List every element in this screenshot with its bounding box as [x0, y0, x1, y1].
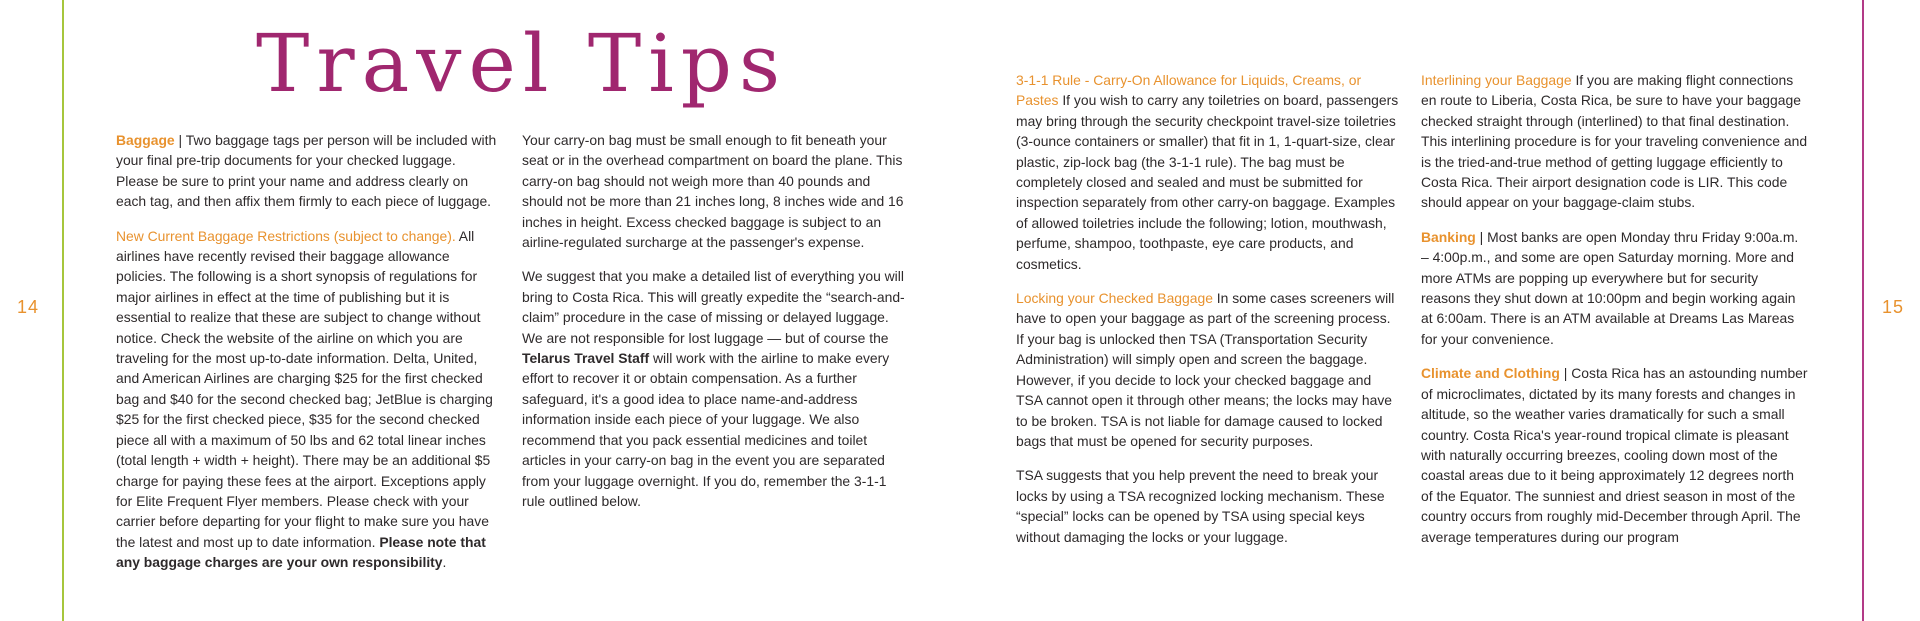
baggage-paragraph: [116, 130, 501, 212]
tsa-text: TSA suggests that you help prevent the need to break your locks by using a TSA recognized locking mechanism. These “special” locks can be opened by TSA using special keys without damaging the locks or your luggage.: [1016, 467, 1385, 545]
list-paragraph: [522, 266, 907, 511]
carryon-text: Your carry-on bag must be small enough to fit beneath your seat or in the overhead compartment on board the plane. This carry-on bag should not weigh more than 40 pounds and should not be more than 21 inches long, 8 inches wide and 16 inches in height. Excess checked baggage is subject to an airline-regulated surcharge at the passenger's expense.: [522, 132, 904, 251]
climate-heading: Climate and Clothing: [1421, 365, 1560, 382]
column-4: [1421, 70, 1809, 561]
tsa-paragraph: [1016, 465, 1401, 547]
restrictions-end: .: [442, 554, 447, 571]
interlining-paragraph: [1421, 70, 1809, 213]
carryon-paragraph: [522, 130, 907, 252]
page-title: Travel Tips: [256, 17, 788, 110]
restrictions-bold-note: Please note that any baggage charges are your own responsibility: [116, 533, 486, 571]
baggage-text: | Two baggage tags per person will be included with your final pre-trip documents for your checked luggage. Please be sure to print your name and address clearly on each tag, and then affix them firmly to each piece of luggage.: [116, 132, 497, 210]
interlining-heading: Interlining your Baggage: [1421, 72, 1572, 88]
rule-311-text: If you wish to carry any toiletries on board, passengers may bring through the security checkpoint travel-size toiletries (3-ounce containers or smaller) that fit in 1, 1-quart-size, clear plastic, zip-lock bag (the 3-1-1 rule). The bag must be completely closed and sealed and must be submitted for inspection separately from other carry-on baggage. Examples of allowed toiletries include the following; lotion, mouthwash, perfume, shampoo, toothpaste, eye care products, and cosmetics.: [1016, 92, 1399, 272]
list-text-2: will work with the airline to make every effort to recover it or obtain compensation. As a further safeguard, it's a good idea to place name-and-address information inside each piece of your luggage. We also recommend that you pack essential medicines and toilet articles in your carry-on bag in the event you are separated from your luggage overnight. If you do, remember the 3-1-1 rule outlined below.: [522, 350, 890, 509]
climate-paragraph: [1421, 363, 1809, 547]
restrictions-paragraph: [116, 226, 501, 573]
column-2: [522, 130, 907, 525]
left-margin-rule: [62, 0, 64, 621]
locking-paragraph: [1016, 288, 1401, 451]
restrictions-heading: New Current Baggage Restrictions (subject to change).: [116, 227, 456, 244]
banking-text: | Most banks are open Monday thru Friday 9:00a.m. – 4:00p.m., and some are open Saturday morning. More and more ATMs are popping up everywhere but for security reasons they shut down at 10:00pm and begin working again at 6:00am. There is an ATM available at Dreams Las Mareas for your convenience.: [1421, 228, 1799, 347]
climate-text: | Costa Rica has an astounding number of microclimates, dictated by its many forests and changes in altitude, so the weather varies dramatically for such a small country. Costa Rica's year-round tropical climate is pleasant with naturally occurring breezes, cooling down most of the coastal areas due to it being approximately 12 degrees north of the Equator. The sunniest and driest season in most of the country occurs from roughly mid-December through April. The average temperatures during our program: [1421, 365, 1808, 545]
rule-311-paragraph: [1016, 70, 1401, 274]
column-3: [1016, 70, 1401, 561]
rule-311-heading: 3-1-1 Rule - Carry-On Allowance for Liquids, Creams, or Pastes: [1016, 72, 1362, 109]
locking-text: In some cases screeners will have to open your baggage as part of the screening process. If your bag is unlocked then TSA (Transportation Security Administration) will simply open and screen the baggage. However, if you decide to lock your checked baggage and TSA cannot open it through other means; the locks may have to be broken. TSA is not liable for damage caused to locked bags that must be opened for security purposes.: [1016, 290, 1395, 449]
right-margin-rule: [1862, 0, 1864, 621]
list-text-1: We suggest that you make a detailed list of everything you will bring to Costa Rica. This will greatly expedite the “search-and-claim” procedure in the case of missing or delayed luggage. We are not responsible for lost luggage — but of course the: [522, 268, 905, 346]
telarus-staff-bold: Telarus Travel Staff: [522, 350, 650, 367]
interlining-text: If you are making flight connections en route to Liberia, Costa Rica, be sure to have your baggage checked straight through (interlined) to that final destination. This interlining procedure is for your traveling convenience and is the tried-and-true method of getting luggage efficiently to Costa Rica. Their airport designation code is LIR. This code should appear on your baggage-claim stubs.: [1421, 72, 1808, 211]
right-page-number: 15: [1882, 297, 1905, 317]
banking-heading: Banking: [1421, 228, 1476, 245]
left-page-number: 14: [17, 297, 40, 317]
baggage-heading: Baggage: [116, 132, 175, 148]
column-1: [116, 130, 501, 587]
locking-heading: Locking your Checked Baggage: [1016, 290, 1213, 307]
restrictions-text: All airlines have recently revised their baggage allowance policies. The following is a short synopsis of regulations for major airlines in effect at the time of publishing but it is essential to realize that these are subject to change without notice. Check the website of the airline on which you are traveling for the most up-to-date information. Delta, United, and American Airlines are charging $25 for the first checked bag and $40 for the second checked bag; JetBlue is charging $25 for the first checked piece, $35 for the second checked piece all with a maximum of 50 lbs and 62 total linear inches (total length + width + height). There may be an additional $5 charge for paying these fees at the airport. Exceptions apply for Elite Frequent Flyer members. Please check with your carrier before departing for your flight to make sure you have the latest and most up to date information.: [116, 227, 493, 550]
banking-paragraph: [1421, 227, 1809, 349]
